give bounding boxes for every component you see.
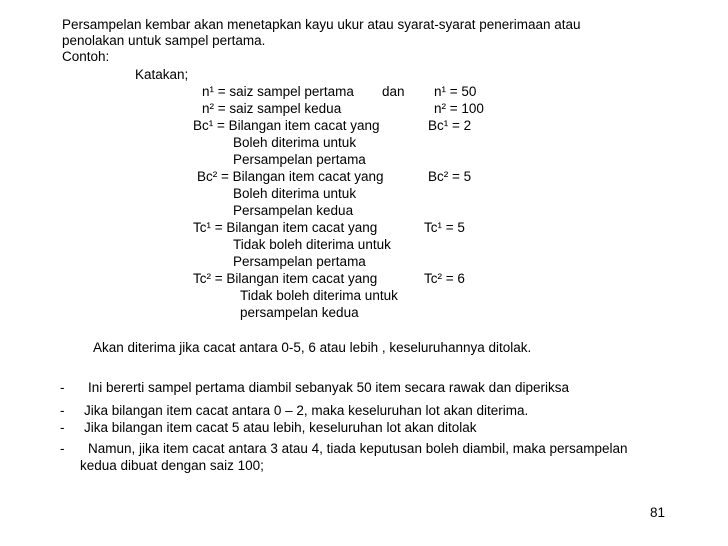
def-n2-value: n² = 100 — [434, 101, 484, 116]
def-bc1: Bc¹ = Bilangan item cacat yang — [193, 118, 380, 133]
def-n2: n² = saiz sampel kedua — [202, 101, 342, 116]
def-bc1-cont: Boleh diterima untuk — [233, 135, 357, 150]
def-bc2-value: Bc² = 5 — [428, 169, 472, 184]
intro-paragraph: Persampelan kembar akan menetapkan kayu ukur atau syarat-syarat penerimaan atau penolakan untuk sampel pertama. — [62, 17, 581, 48]
def-n1-value: n¹ = 50 — [434, 84, 477, 99]
def-n1: n¹ = saiz sampel pertama — [202, 84, 354, 99]
bullet-marker: - — [60, 403, 65, 418]
contoh-label: Contoh: — [62, 49, 110, 64]
def-bc2-cont: Boleh diterima untuk — [233, 186, 357, 201]
def-tc2: Tc² = Bilangan item cacat yang — [193, 271, 378, 286]
def-tc1-cont: Persampelan pertama — [233, 254, 366, 269]
def-tc2-value: Tc² = 6 — [424, 271, 465, 286]
def-tc1-cont: Tidak boleh diterima untuk — [233, 237, 391, 252]
list-item: Jika bilangan item cacat 5 atau lebih, keseluruhan lot akan ditolak — [84, 420, 477, 435]
list-item: Namun, jika item cacat antara 3 atau 4, tiada keputusan boleh diambil, maka persampelan — [88, 441, 628, 456]
def-n1-dan: dan — [382, 84, 405, 99]
def-tc2-cont: persampelan kedua — [240, 305, 359, 320]
def-tc1: Tc¹ = Bilangan item cacat yang — [193, 220, 378, 235]
def-tc2-cont: Tidak boleh diterima untuk — [240, 288, 398, 303]
summary-text: Akan diterima jika cacat antara 0-5, 6 atau lebih , keseluruhannya ditolak. — [93, 340, 532, 355]
bullet-marker: - — [60, 441, 65, 456]
def-bc1-cont: Persampelan pertama — [233, 152, 366, 167]
def-bc2-cont: Persampelan kedua — [233, 203, 354, 218]
katakan-label: Katakan; — [135, 67, 189, 82]
page-number: 81 — [650, 505, 666, 520]
def-bc1-value: Bc¹ = 2 — [428, 118, 472, 133]
bullet-marker: - — [60, 380, 65, 395]
list-item: Jika bilangan item cacat antara 0 – 2, maka keseluruhan lot akan diterima. — [84, 403, 529, 418]
bullet-marker: - — [60, 420, 65, 435]
list-item: Ini bererti sampel pertama diambil sebanyak 50 item secara rawak dan diperiksa — [88, 380, 569, 395]
list-item-continuation: kedua dibuat dengan saiz 100; — [80, 458, 264, 473]
def-bc2: Bc² = Bilangan item cacat yang — [197, 169, 384, 184]
def-tc1-value: Tc¹ = 5 — [424, 220, 465, 235]
